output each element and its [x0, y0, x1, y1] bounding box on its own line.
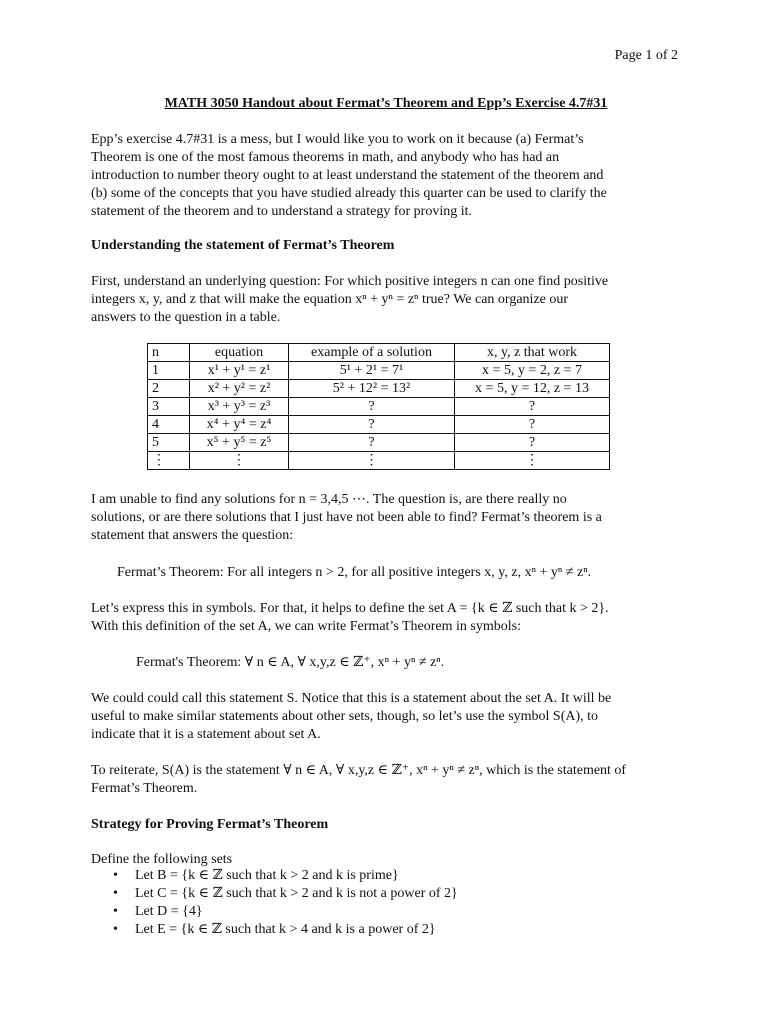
- text-line: (b) some of the concepts that you have studied already this quarter can be used to clarify the: [91, 186, 607, 201]
- text-line: useful to make similar statements about other sets, though, so let’s use the symbol S(A), to: [91, 709, 599, 724]
- intro-paragraph: [91, 131, 651, 221]
- solutions-table: [147, 343, 610, 470]
- statement-paragraph: [91, 690, 651, 744]
- table-cell: 1: [148, 362, 190, 380]
- section-heading-strategy: Strategy for Proving Fermat’s Theorem: [91, 817, 329, 832]
- text-line: introduction to number theory ought to at least understand the statement of the theorem and: [91, 168, 604, 183]
- table-cell: ?: [455, 434, 610, 452]
- text-line: indicate that it is a statement about set A.: [91, 727, 321, 742]
- text-line: First, understand an underlying question: For which positive integers n can one find positive: [91, 274, 609, 289]
- page-number: Page 1 of 2: [614, 48, 678, 63]
- text-line: I am unable to find any solutions for n = 3,4,5 ⋯. The question is, are there really no: [91, 492, 567, 507]
- symbols-paragraph: [91, 600, 651, 636]
- table-cell: ⋮: [289, 452, 455, 470]
- theorem-statement-symbols: Fermat's Theorem: ∀ n ∈ A, ∀ x,y,z ∈ ℤ⁺, xⁿ + yⁿ ≠ zⁿ.: [136, 655, 445, 670]
- unable-paragraph: [91, 491, 651, 545]
- section-heading-statement: Understanding the statement of Fermat’s Theorem: [91, 238, 395, 253]
- header-cell: example of a solution: [289, 344, 455, 362]
- table-cell: x⁵ + y⁵ = z⁵: [190, 434, 289, 452]
- text-line: With this definition of the set A, we can write Fermat’s Theorem in symbols:: [91, 619, 521, 634]
- list-item: • Let B = {k ∈ ℤ such that k > 2 and k is prime}: [135, 867, 458, 885]
- header-cell: x, y, z that work: [455, 344, 610, 362]
- table-cell: ?: [289, 434, 455, 452]
- header-cell: n: [148, 344, 190, 362]
- text-line: To reiterate, S(A) is the statement ∀ n ∈ A, ∀ x,y,z ∈ ℤ⁺, xⁿ + yⁿ ≠ zⁿ, which is the statement of: [91, 763, 627, 778]
- page-title: MATH 3050 Handout about Fermat’s Theorem and Epp’s Exercise 4.7#31: [164, 96, 608, 111]
- table-cell: x³ + y³ = z³: [190, 398, 289, 416]
- table-header-row: [148, 344, 610, 362]
- table-cell: x¹ + y¹ = z¹: [190, 362, 289, 380]
- text-line: statement of the theorem and to understand a strategy for proving it.: [91, 204, 473, 219]
- text-line: statement that answers the question:: [91, 528, 294, 543]
- table-cell: 5² + 12² = 13²: [289, 380, 455, 398]
- table-cell: ?: [289, 416, 455, 434]
- table-row: [148, 452, 610, 470]
- sets-list: [107, 867, 458, 939]
- text-line: We could could call this statement S. Notice that this is a statement about the set A. It will be: [91, 691, 612, 706]
- table-cell: 3: [148, 398, 190, 416]
- header-cell: equation: [190, 344, 289, 362]
- table-cell: ⋮: [148, 452, 190, 470]
- table-cell: x = 5, y = 2, z = 7: [455, 362, 610, 380]
- table-row: [148, 434, 610, 452]
- table-cell: ⋮: [455, 452, 610, 470]
- table-cell: 4: [148, 416, 190, 434]
- table-row: [148, 398, 610, 416]
- text-line: solutions, or are there solutions that I just have not been able to find? Fermat’s theorem is a: [91, 510, 602, 525]
- table-cell: 5¹ + 2¹ = 7¹: [289, 362, 455, 380]
- table-cell: x⁴ + y⁴ = z⁴: [190, 416, 289, 434]
- table-row: [148, 416, 610, 434]
- define-line: Define the following sets: [91, 852, 233, 867]
- text-line: answers to the question in a table.: [91, 310, 281, 325]
- table-cell: x = 5, y = 12, z = 13: [455, 380, 610, 398]
- list-item: • Let D = {4}: [135, 903, 458, 921]
- theorem-statement-words: Fermat’s Theorem: For all integers n > 2, for all positive integers x, y, z, xⁿ + yⁿ ≠ zⁿ.: [117, 565, 592, 580]
- text-line: Fermat’s Theorem.: [91, 781, 198, 796]
- text-line: Epp’s exercise 4.7#31 is a mess, but I would like you to work on it because (a) Fermat’s: [91, 132, 584, 147]
- question-paragraph: [91, 273, 651, 327]
- table-cell: ?: [455, 398, 610, 416]
- table-cell: ?: [455, 416, 610, 434]
- table-cell: ⋮: [190, 452, 289, 470]
- table-cell: 5: [148, 434, 190, 452]
- text-line: Let’s express this in symbols. For that, it helps to define the set A = {k ∈ ℤ such that k > 2}.: [91, 601, 609, 616]
- table-cell: 2: [148, 380, 190, 398]
- reiterate-paragraph: [91, 762, 651, 798]
- table-row: [148, 362, 610, 380]
- list-item: • Let C = {k ∈ ℤ such that k > 2 and k is not a power of 2}: [135, 885, 458, 903]
- table-cell: x² + y² = z²: [190, 380, 289, 398]
- text-line: integers x, y, and z that will make the equation xⁿ + yⁿ = zⁿ true? We can organize our: [91, 292, 569, 307]
- list-item: • Let E = {k ∈ ℤ such that k > 4 and k is a power of 2}: [135, 921, 458, 939]
- table-row: [148, 380, 610, 398]
- text-line: Theorem is one of the most famous theorems in math, and anybody who has had an: [91, 150, 560, 165]
- table-cell: ?: [289, 398, 455, 416]
